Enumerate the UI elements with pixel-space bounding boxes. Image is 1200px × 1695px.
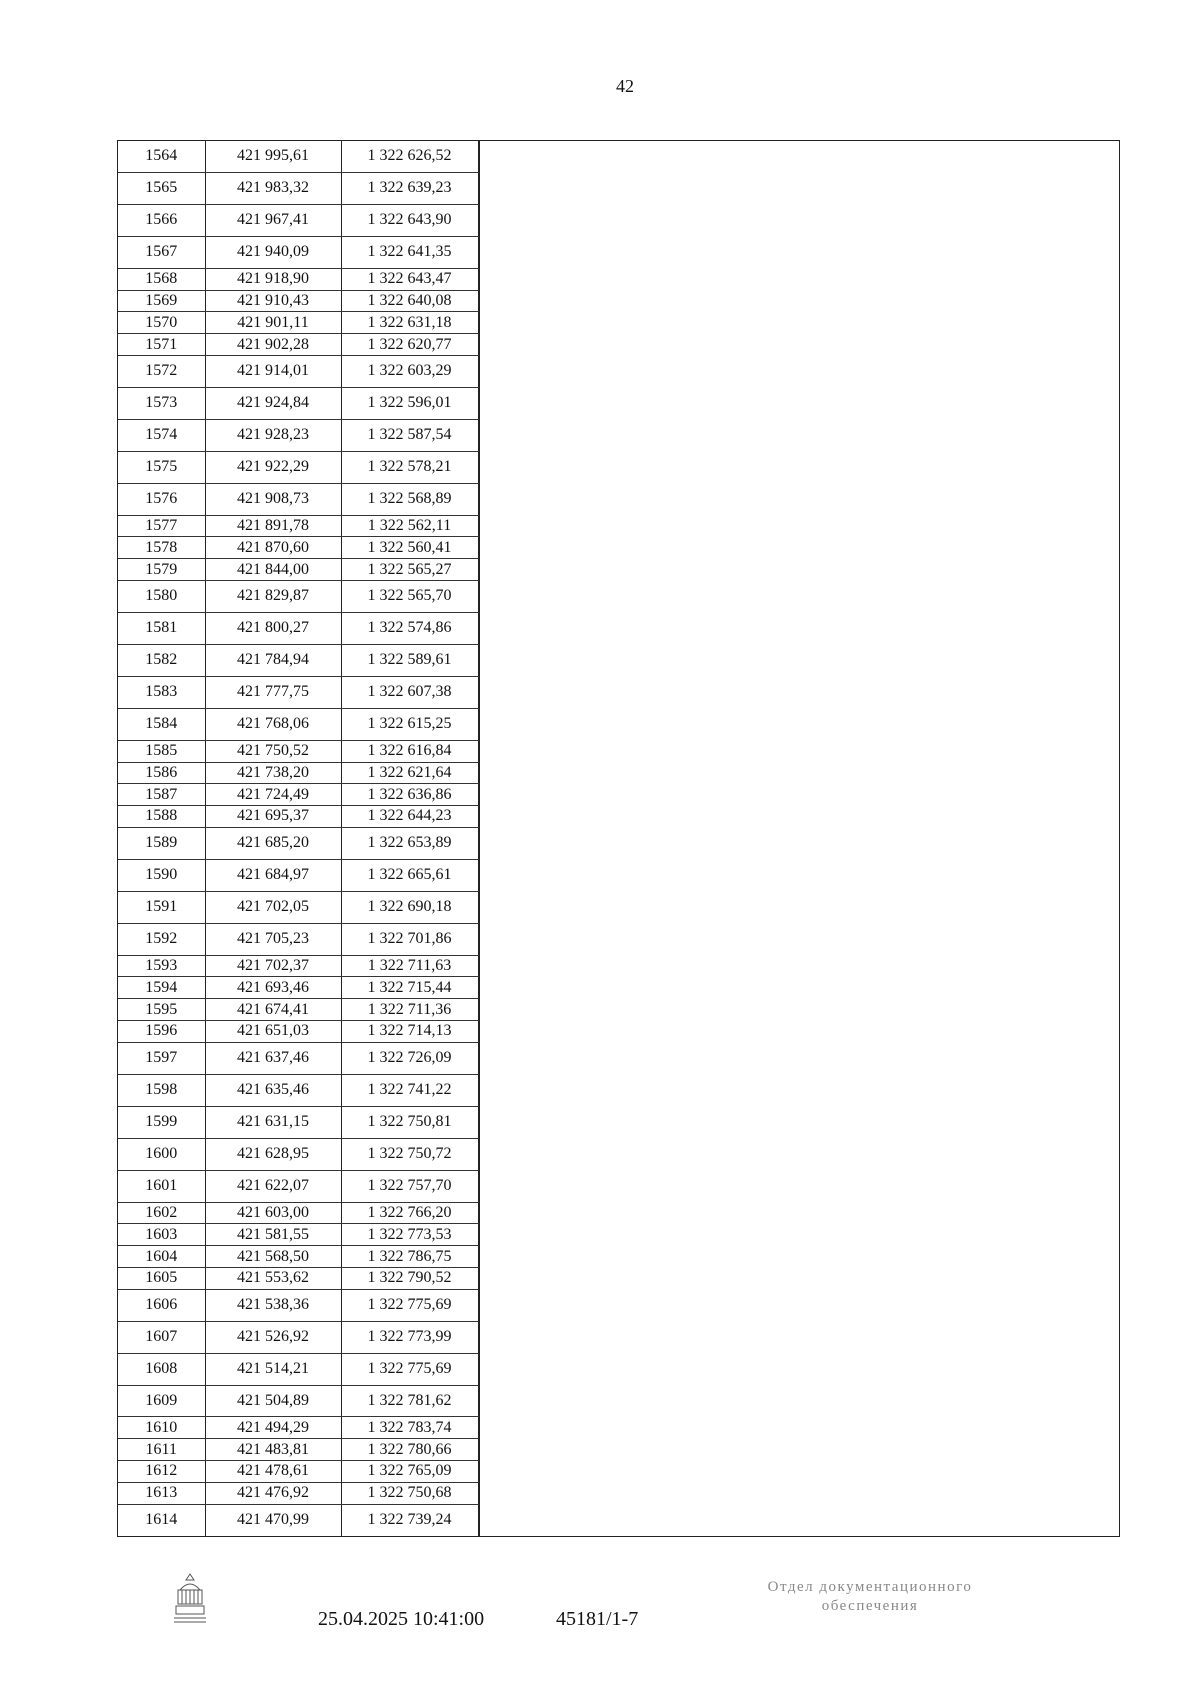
y-coordinate-cell: 1 322 786,75	[341, 1246, 478, 1268]
point-number-cell: 1614	[118, 1504, 205, 1536]
point-number-cell: 1592	[118, 923, 205, 955]
point-number-cell: 1602	[118, 1202, 205, 1224]
y-coordinate-cell: 1 322 701,86	[341, 923, 478, 955]
y-coordinate-cell: 1 322 587,54	[341, 419, 478, 451]
department-stamp	[730, 1578, 1010, 1616]
y-coordinate-cell: 1 322 562,11	[341, 515, 478, 537]
x-coordinate-cell: 421 724,49	[205, 784, 341, 806]
x-coordinate-cell: 421 514,21	[205, 1353, 341, 1385]
x-coordinate-cell: 421 526,92	[205, 1321, 341, 1353]
x-coordinate-cell: 421 940,09	[205, 236, 341, 268]
point-number-cell: 1583	[118, 676, 205, 708]
table-row	[118, 268, 478, 290]
point-number-cell: 1582	[118, 644, 205, 676]
point-number-cell: 1579	[118, 559, 205, 581]
point-number-cell: 1589	[118, 827, 205, 859]
table-row	[118, 1138, 478, 1170]
y-coordinate-cell: 1 322 726,09	[341, 1042, 478, 1074]
y-coordinate-cell: 1 322 578,21	[341, 451, 478, 483]
point-number-cell: 1588	[118, 806, 205, 828]
point-number-cell: 1594	[118, 977, 205, 999]
x-coordinate-cell: 421 637,46	[205, 1042, 341, 1074]
y-coordinate-cell: 1 322 766,20	[341, 1202, 478, 1224]
point-number-cell: 1595	[118, 999, 205, 1021]
point-number-cell: 1603	[118, 1224, 205, 1246]
table-row	[118, 204, 478, 236]
point-number-cell: 1606	[118, 1289, 205, 1321]
x-coordinate-cell: 421 603,00	[205, 1202, 341, 1224]
empty-table-area	[479, 141, 1120, 1536]
table-row	[118, 355, 478, 387]
x-coordinate-cell: 421 581,55	[205, 1224, 341, 1246]
table-row	[118, 999, 478, 1021]
y-coordinate-cell: 1 322 750,72	[341, 1138, 478, 1170]
point-number-cell: 1591	[118, 891, 205, 923]
point-number-cell: 1570	[118, 312, 205, 334]
x-coordinate-cell: 421 702,37	[205, 955, 341, 977]
table-row	[118, 923, 478, 955]
x-coordinate-cell: 421 628,95	[205, 1138, 341, 1170]
point-number-cell: 1597	[118, 1042, 205, 1074]
point-number-cell: 1593	[118, 955, 205, 977]
x-coordinate-cell: 421 924,84	[205, 387, 341, 419]
y-coordinate-cell: 1 322 639,23	[341, 172, 478, 204]
table-row	[118, 1021, 478, 1043]
table-row	[118, 644, 478, 676]
table-row	[118, 1170, 478, 1202]
table-row	[118, 515, 478, 537]
x-coordinate-cell: 421 908,73	[205, 483, 341, 515]
x-coordinate-cell: 421 483,81	[205, 1439, 341, 1461]
stamp-line-1: Отдел документационного	[767, 1579, 973, 1595]
table-row	[118, 784, 478, 806]
table-row	[118, 1246, 478, 1268]
y-coordinate-cell: 1 322 775,69	[341, 1353, 478, 1385]
y-coordinate-cell: 1 322 773,99	[341, 1321, 478, 1353]
y-coordinate-cell: 1 322 643,47	[341, 268, 478, 290]
table-row	[118, 387, 478, 419]
table-row	[118, 1417, 478, 1439]
x-coordinate-cell: 421 777,75	[205, 676, 341, 708]
x-coordinate-cell: 421 622,07	[205, 1170, 341, 1202]
point-number-cell: 1574	[118, 419, 205, 451]
point-number-cell: 1596	[118, 1021, 205, 1043]
table-row	[118, 859, 478, 891]
x-coordinate-cell: 421 695,37	[205, 806, 341, 828]
page-number: 42	[616, 76, 634, 96]
y-coordinate-cell: 1 322 565,27	[341, 559, 478, 581]
table-row	[118, 1461, 478, 1483]
y-coordinate-cell: 1 322 607,38	[341, 676, 478, 708]
y-coordinate-cell: 1 322 574,86	[341, 612, 478, 644]
y-coordinate-cell: 1 322 653,89	[341, 827, 478, 859]
y-coordinate-cell: 1 322 626,52	[341, 141, 478, 172]
point-number-cell: 1608	[118, 1353, 205, 1385]
table-row	[118, 1267, 478, 1289]
x-coordinate-cell: 421 870,60	[205, 537, 341, 559]
y-coordinate-cell: 1 322 589,61	[341, 644, 478, 676]
table-row	[118, 483, 478, 515]
x-coordinate-cell: 421 983,32	[205, 172, 341, 204]
point-number-cell: 1576	[118, 483, 205, 515]
point-number-cell: 1586	[118, 762, 205, 784]
y-coordinate-cell: 1 322 621,64	[341, 762, 478, 784]
y-coordinate-cell: 1 322 665,61	[341, 859, 478, 891]
table-row	[118, 1482, 478, 1504]
x-coordinate-cell: 421 902,28	[205, 334, 341, 356]
table-row	[118, 1202, 478, 1224]
table-row	[118, 740, 478, 762]
table-row	[118, 141, 478, 172]
point-number-cell: 1577	[118, 515, 205, 537]
y-coordinate-cell: 1 322 781,62	[341, 1385, 478, 1417]
x-coordinate-cell: 421 568,50	[205, 1246, 341, 1268]
x-coordinate-cell: 421 538,36	[205, 1289, 341, 1321]
table-row	[118, 676, 478, 708]
table-row	[118, 451, 478, 483]
x-coordinate-cell: 421 844,00	[205, 559, 341, 581]
table-row	[118, 1385, 478, 1417]
point-number-cell: 1568	[118, 268, 205, 290]
y-coordinate-cell: 1 322 603,29	[341, 355, 478, 387]
y-coordinate-cell: 1 322 773,53	[341, 1224, 478, 1246]
y-coordinate-cell: 1 322 596,01	[341, 387, 478, 419]
table-row	[118, 1353, 478, 1385]
point-number-cell: 1587	[118, 784, 205, 806]
point-number-cell: 1604	[118, 1246, 205, 1268]
table-row	[118, 1042, 478, 1074]
x-coordinate-cell: 421 635,46	[205, 1074, 341, 1106]
y-coordinate-cell: 1 322 757,70	[341, 1170, 478, 1202]
x-coordinate-cell: 421 674,41	[205, 999, 341, 1021]
y-coordinate-cell: 1 322 715,44	[341, 977, 478, 999]
x-coordinate-cell: 421 901,11	[205, 312, 341, 334]
y-coordinate-cell: 1 322 615,25	[341, 708, 478, 740]
y-coordinate-cell: 1 322 631,18	[341, 312, 478, 334]
point-number-cell: 1578	[118, 537, 205, 559]
x-coordinate-cell: 421 918,90	[205, 268, 341, 290]
x-coordinate-cell: 421 693,46	[205, 977, 341, 999]
x-coordinate-cell: 421 750,52	[205, 740, 341, 762]
table-row	[118, 581, 478, 613]
x-coordinate-cell: 421 800,27	[205, 612, 341, 644]
coordinates-table-frame	[117, 140, 1120, 1537]
point-number-cell: 1566	[118, 204, 205, 236]
point-number-cell: 1565	[118, 172, 205, 204]
point-number-cell: 1573	[118, 387, 205, 419]
y-coordinate-cell: 1 322 644,23	[341, 806, 478, 828]
point-number-cell: 1590	[118, 859, 205, 891]
x-coordinate-cell: 421 967,41	[205, 204, 341, 236]
y-coordinate-cell: 1 322 750,81	[341, 1106, 478, 1138]
emblem-icon	[168, 1570, 212, 1628]
point-number-cell: 1601	[118, 1170, 205, 1202]
y-coordinate-cell: 1 322 714,13	[341, 1021, 478, 1043]
point-number-cell: 1605	[118, 1267, 205, 1289]
y-coordinate-cell: 1 322 620,77	[341, 334, 478, 356]
x-coordinate-cell: 421 784,94	[205, 644, 341, 676]
table-row	[118, 1106, 478, 1138]
table-row	[118, 1504, 478, 1536]
registration-timestamp: 25.04.2025 10:41:00	[318, 1608, 485, 1630]
table-row	[118, 1321, 478, 1353]
point-number-cell: 1599	[118, 1106, 205, 1138]
point-number-cell: 1572	[118, 355, 205, 387]
y-coordinate-cell: 1 322 783,74	[341, 1417, 478, 1439]
x-coordinate-cell: 421 553,62	[205, 1267, 341, 1289]
point-number-cell: 1584	[118, 708, 205, 740]
point-number-cell: 1600	[118, 1138, 205, 1170]
y-coordinate-cell: 1 322 616,84	[341, 740, 478, 762]
table-row	[118, 419, 478, 451]
table-row	[118, 708, 478, 740]
y-coordinate-cell: 1 322 565,70	[341, 581, 478, 613]
point-number-cell: 1580	[118, 581, 205, 613]
y-coordinate-cell: 1 322 636,86	[341, 784, 478, 806]
y-coordinate-cell: 1 322 711,63	[341, 955, 478, 977]
x-coordinate-cell: 421 651,03	[205, 1021, 341, 1043]
document-number: 45181/1-7	[556, 1608, 639, 1630]
x-coordinate-cell: 421 476,92	[205, 1482, 341, 1504]
coordinates-table-body	[118, 141, 478, 1536]
y-coordinate-cell: 1 322 568,89	[341, 483, 478, 515]
y-coordinate-cell: 1 322 775,69	[341, 1289, 478, 1321]
point-number-cell: 1607	[118, 1321, 205, 1353]
point-number-cell: 1564	[118, 141, 205, 172]
stamp-line-2: обеспечения	[821, 1597, 919, 1614]
y-coordinate-cell: 1 322 765,09	[341, 1461, 478, 1483]
x-coordinate-cell: 421 768,06	[205, 708, 341, 740]
table-row	[118, 537, 478, 559]
x-coordinate-cell: 421 478,61	[205, 1461, 341, 1483]
y-coordinate-cell: 1 322 560,41	[341, 537, 478, 559]
coordinates-table	[118, 141, 479, 1536]
x-coordinate-cell: 421 684,97	[205, 859, 341, 891]
x-coordinate-cell: 421 829,87	[205, 581, 341, 613]
x-coordinate-cell: 421 494,29	[205, 1417, 341, 1439]
x-coordinate-cell: 421 928,23	[205, 419, 341, 451]
y-coordinate-cell: 1 322 643,90	[341, 204, 478, 236]
table-row	[118, 290, 478, 312]
table-row	[118, 172, 478, 204]
table-row	[118, 1289, 478, 1321]
y-coordinate-cell: 1 322 641,35	[341, 236, 478, 268]
x-coordinate-cell: 421 702,05	[205, 891, 341, 923]
x-coordinate-cell: 421 470,99	[205, 1504, 341, 1536]
y-coordinate-cell: 1 322 741,22	[341, 1074, 478, 1106]
y-coordinate-cell: 1 322 690,18	[341, 891, 478, 923]
table-row	[118, 612, 478, 644]
table-row	[118, 1224, 478, 1246]
table-row	[118, 891, 478, 923]
table-row	[118, 977, 478, 999]
table-row	[118, 334, 478, 356]
point-number-cell: 1585	[118, 740, 205, 762]
x-coordinate-cell: 421 631,15	[205, 1106, 341, 1138]
table-row	[118, 236, 478, 268]
x-coordinate-cell: 421 738,20	[205, 762, 341, 784]
point-number-cell: 1598	[118, 1074, 205, 1106]
point-number-cell: 1610	[118, 1417, 205, 1439]
table-row	[118, 806, 478, 828]
table-row	[118, 559, 478, 581]
y-coordinate-cell: 1 322 711,36	[341, 999, 478, 1021]
x-coordinate-cell: 421 914,01	[205, 355, 341, 387]
table-row	[118, 827, 478, 859]
table-row	[118, 312, 478, 334]
point-number-cell: 1571	[118, 334, 205, 356]
y-coordinate-cell: 1 322 640,08	[341, 290, 478, 312]
point-number-cell: 1581	[118, 612, 205, 644]
table-row	[118, 1439, 478, 1461]
point-number-cell: 1609	[118, 1385, 205, 1417]
point-number-cell: 1611	[118, 1439, 205, 1461]
x-coordinate-cell: 421 891,78	[205, 515, 341, 537]
table-row	[118, 1074, 478, 1106]
point-number-cell: 1613	[118, 1482, 205, 1504]
x-coordinate-cell: 421 685,20	[205, 827, 341, 859]
table-row	[118, 762, 478, 784]
x-coordinate-cell: 421 910,43	[205, 290, 341, 312]
table-row	[118, 955, 478, 977]
y-coordinate-cell: 1 322 780,66	[341, 1439, 478, 1461]
point-number-cell: 1612	[118, 1461, 205, 1483]
point-number-cell: 1567	[118, 236, 205, 268]
y-coordinate-cell: 1 322 739,24	[341, 1504, 478, 1536]
x-coordinate-cell: 421 705,23	[205, 923, 341, 955]
x-coordinate-cell: 421 995,61	[205, 141, 341, 172]
y-coordinate-cell: 1 322 750,68	[341, 1482, 478, 1504]
page-footer	[0, 1570, 1200, 1650]
y-coordinate-cell: 1 322 790,52	[341, 1267, 478, 1289]
x-coordinate-cell: 421 504,89	[205, 1385, 341, 1417]
point-number-cell: 1575	[118, 451, 205, 483]
x-coordinate-cell: 421 922,29	[205, 451, 341, 483]
point-number-cell: 1569	[118, 290, 205, 312]
